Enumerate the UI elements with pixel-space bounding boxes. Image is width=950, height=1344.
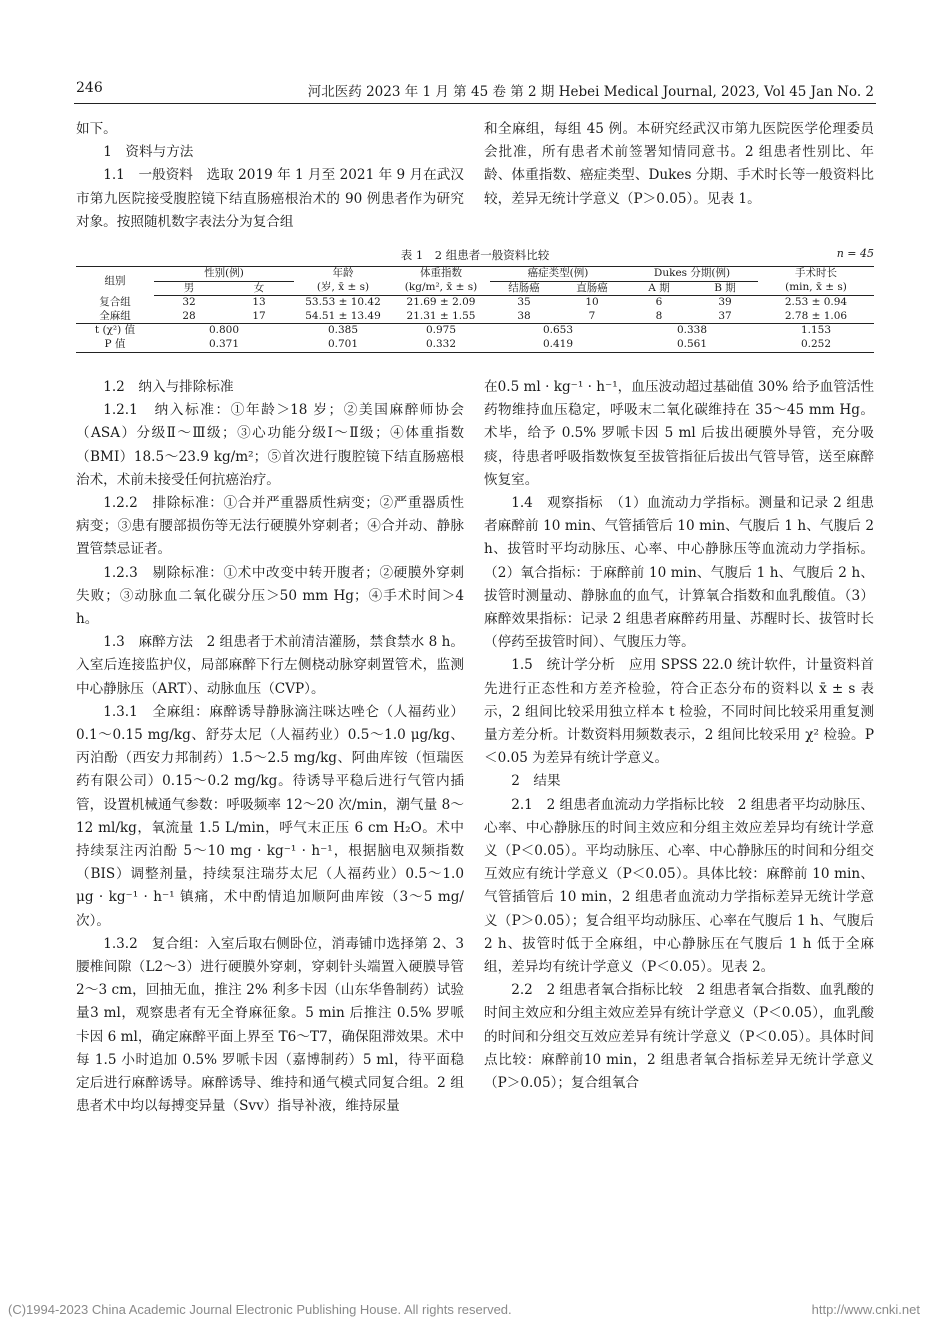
cell: 2.78 ± 1.06 — [758, 310, 874, 324]
th-sex: 性别(例) — [154, 267, 294, 282]
paragraph: 1.3.2 复合组：入室后取右侧卧位，消毒铺巾选择第 2、3 腰椎间隙（L2～3）进行硬膜外穿刺，穿刺针头端置入硬膜导管 2～3 cm，回抽无血，推注 2% 利多卡因（山东华鲁制药）试验量3 ml，观察患者有无全脊麻征象。5 min 后推注 0.5% 罗哌卡因 6 ml，确定麻醉平面上界至 T6～T7，确保阻滞效果。术中每 1.5 小时追加 0.5% 罗哌卡因（嘉博制药）5 ml，待平面稳定后进行麻醉诱导。麻醉诱导、维持和通气模式同复合组。2 组患者术中均以每搏变异量（Svv）指导补液，维持尿量 — [76, 935, 464, 1115]
cell: 54.51 ± 13.49 — [294, 310, 392, 324]
th-cancer: 癌症类型(例) — [490, 267, 626, 282]
paragraph: 1.3.1 全麻组：麻醉诱导静脉滴注咪达唑仑（人福药业）0.1～0.15 mg/kg、舒芬太尼（人福药业）0.5～1.0 μg/kg、丙泊酚（西安力邦制药）1.5～2.5 mg/kg、阿曲库铵（恒瑞医药有限公司）0.15～0.2 mg/kg。待诱导平稳后进行气管内插管，设置机械通气参数：呼吸频率 12～20 次/min，潮气量 8～12 ml/kg，氧流量 1.5 L/min，呼气末正压 6 cm H₂O。术中持续泵注丙泊酚 5～10 mg · kg⁻¹ · h⁻¹，根据脑电双频指数（BIS）调整剂量，持续泵注瑞芬太尼（人福药业）0.5～1.0 μg · kg⁻¹ · h⁻¹ 镇痛，术中酌情追加顺阿曲库铵（3～5 mg/次）。 — [76, 703, 464, 929]
cell: 复合组 — [99, 295, 131, 308]
th-time-unit: (min, x̄ ± s) — [758, 281, 874, 296]
cell: 17 — [224, 310, 294, 324]
table-row-p — [76, 338, 874, 352]
th-age: 年龄 — [294, 267, 392, 282]
cell: 53.53 ± 10.42 — [305, 296, 381, 309]
table-row-t — [76, 324, 874, 338]
th-male: 男 — [154, 281, 224, 296]
paragraph: 如下。 — [76, 121, 117, 137]
cell: 13 — [252, 296, 266, 309]
cell: 6 — [655, 296, 663, 309]
cell: 0.385 — [327, 324, 359, 337]
cell: 35 — [517, 296, 531, 309]
paragraph: 和全麻组，每组 45 例。本研究经武汉市第九医院医学伦理委员会批准，所有患者术前签署知情同意书。2 组患者性别比、年龄、体重指数、癌症类型、Dukes 分期、手术时长等一般资料比较，差异无统计学意义（P＞0.05）。见表 1。 — [484, 121, 874, 207]
cnki-link[interactable]: http://www.cnki.net — [811, 1302, 920, 1317]
left-column-top — [76, 118, 464, 234]
cell: 0.419 — [490, 338, 626, 352]
cell: 2.53 ± 0.94 — [784, 296, 848, 309]
paragraph: 1.3 麻醉方法 2 组患者于术前清洁灌肠，禁食禁水 8 h。入室后连接监护仪，局部麻醉下行左侧桡动脉穿刺置管术，监测中心静脉压（ART）、动脉血压（CVP）。 — [76, 634, 464, 697]
cell: P 值 — [76, 338, 154, 352]
cell: 全麻组 — [76, 310, 154, 324]
table-caption: 表 1 2 组患者一般资料比较 — [400, 248, 550, 262]
cell: 0.332 — [392, 338, 490, 352]
cell: 0.371 — [154, 338, 294, 352]
copyright-text: (C)1994-2023 China Academic Journal Electronic Publishing House. All rights reserved. — [8, 1302, 512, 1317]
table-row — [76, 310, 874, 324]
cell: 21.31 ± 1.55 — [392, 310, 490, 324]
cell: 39 — [718, 296, 732, 309]
cell: 0.701 — [294, 338, 392, 352]
cell: 0.561 — [626, 338, 758, 352]
cell: 28 — [154, 310, 224, 324]
cell: 0.338 — [676, 324, 708, 337]
header-rule — [74, 103, 876, 104]
cell: 0.653 — [542, 324, 574, 337]
paragraph: 2.2 2 组患者氧合指标比较 2 组患者氧合指数、血乳酸的时间主效应和分组主效应差异有统计学意义（P＜0.05），血乳酸的时间和分组交互效应差异有统计学意义（P＜0.05）。具体时间点比较：麻醉前10 min，2 组患者氧合指标差异无统计学意义（P＞0.05）；复合组氧合 — [484, 982, 874, 1092]
cell: 8 — [626, 310, 692, 324]
paragraph: 2.1 2 组患者血流动力学指标比较 2 组患者平均动脉压、心率、中心静脉压的时间主效应和分组主效应差异均有统计学意义（P＜0.05）。平均动脉压、心率、中心静脉压的时间和分组交互效应有统计学意义（P＜0.05）。具体比较：麻醉前 10 min、气管插管后 10 min，2 组患者血流动力学指标差异无统计学意义（P＞0.05）；复合组平均动脉压、心率在气腹后 1 h、气腹后 2 h、拔管时低于全麻组，中心静脉压在气腹后 1 h 低于全麻组，差异均有统计学意义（P＜0.05）。见表 2。 — [484, 796, 874, 976]
table-row — [76, 296, 874, 310]
th-colon: 结肠癌 — [490, 281, 558, 296]
th-dukes-a: A 期 — [626, 281, 692, 296]
cell: 21.69 ± 2.09 — [406, 296, 476, 309]
section-heading: 2 结果 — [511, 773, 561, 790]
page-number: 246 — [76, 80, 103, 96]
paragraph: 1.2.3 剔除标准：①术中改变中转开腹者；②硬膜外穿刺失败；③动脉血二氧化碳分压＞50 mm Hg；④手术时间＞4 h。 — [76, 564, 464, 628]
cell: 0.975 — [425, 324, 457, 337]
th-female: 女 — [224, 281, 294, 296]
paragraph: 1.1 一般资料 选取 2019 年 1 月至 2021 年 9 月在武汉市第九医院接受腹腔镜下结直肠癌根治术的 90 例患者作为研究对象。按照随机数字表法分为复合组 — [76, 167, 464, 230]
cell: 10 — [585, 296, 599, 309]
th-bmi: 体重指数 — [392, 267, 490, 282]
section-heading: 1.2 纳入与排除标准 — [103, 379, 234, 395]
paragraph: 1.4 观察指标 （1）血流动力学指标。测量和记录 2 组患者麻醉前 10 min、气管插管后 10 min、气腹后 1 h、气腹后 2 h、拔管时平均动脉压、心率、中心静脉压等血流动力学指标。（2）氧合指标：于麻醉前 10 min、气腹后 1 h、气腹后 2 h、拔管时测量动、静脉血的血气，计算氧合指数和血乳酸值。（3）麻醉效果指标：记录 2 组患者麻醉药用量、苏醒时长、拔管时长（停药至拔管时间）、气腹压力等。 — [484, 495, 874, 651]
th-time: 手术时长 — [758, 267, 874, 282]
paragraph: 1.2.1 纳入标准：①年龄＞18 岁；②美国麻醉师协会（ASA）分级Ⅱ～Ⅲ级；③心功能分级Ⅰ～Ⅱ级；④体重指数（BMI）18.5～23.9 kg/m²；⑤首次进行腹腔镜下结直肠癌根治术，术前未接受任何抗癌治疗。 — [76, 402, 464, 488]
left-column — [76, 376, 464, 1119]
section-heading: 1 资料与方法 — [103, 144, 194, 161]
th-group: 组别 — [76, 267, 154, 296]
cell: 38 — [490, 310, 558, 324]
cell: 0.252 — [758, 338, 874, 352]
cell: 0.800 — [208, 324, 240, 337]
paragraph: 在0.5 ml · kg⁻¹ · h⁻¹，血压波动超过基础值 30% 给予血管活性药物维持血压稳定，呼吸末二氧化碳维持在 35～45 mm Hg。术毕，给予 0.5% 罗哌卡因 5 ml 后拔出硬膜外导管，充分吸痰，待患者呼吸指数恢复至拔管指征后拔出气管导管，送至麻醉恢复室。 — [484, 379, 874, 488]
right-column — [484, 376, 874, 1095]
th-bmi-unit: (kg/m², x̄ ± s) — [392, 281, 490, 296]
cell: 1.153 — [800, 324, 832, 337]
cell: 32 — [182, 296, 196, 309]
table-n-note: n = 45 — [836, 247, 874, 260]
cell: 7 — [558, 310, 626, 324]
th-dukes: Dukes 分期(例) — [626, 267, 758, 282]
running-header: 河北医药 2023 年 1 月 第 45 卷 第 2 期 Hebei Medical Journal, 2023, Vol 45 Jan No. 2 — [307, 84, 874, 100]
table-header-row — [76, 267, 874, 282]
paragraph: 1.2.2 排除标准：①合并严重器质性病变；②严重器质性病变；③患有腰部损伤等无法行硬膜外穿刺者；④合并动、静脉置管禁忌证者。 — [76, 495, 464, 558]
right-column-top — [484, 118, 874, 211]
cell: 37 — [692, 310, 758, 324]
th-dukes-b: B 期 — [692, 281, 758, 296]
th-rectal: 直肠癌 — [558, 281, 626, 296]
th-age-unit: (岁, x̄ ± s) — [294, 281, 392, 296]
cell: t (χ²) 值 — [94, 324, 136, 337]
baseline-table — [76, 266, 874, 353]
table-subheader-row — [76, 281, 874, 296]
paragraph: 1.5 统计学分析 应用 SPSS 22.0 统计软件，计量资料首先进行正态性和方差齐检验，符合正态分布的资料以 x̄ ± s 表示，2 组间比较采用独立样本 t 检验，不同时间比较采用重复测量方差分析。计数资料用频数表示，2 组间比较采用 χ² 检验。P＜0.05 为差异有统计学意义。 — [484, 657, 874, 767]
